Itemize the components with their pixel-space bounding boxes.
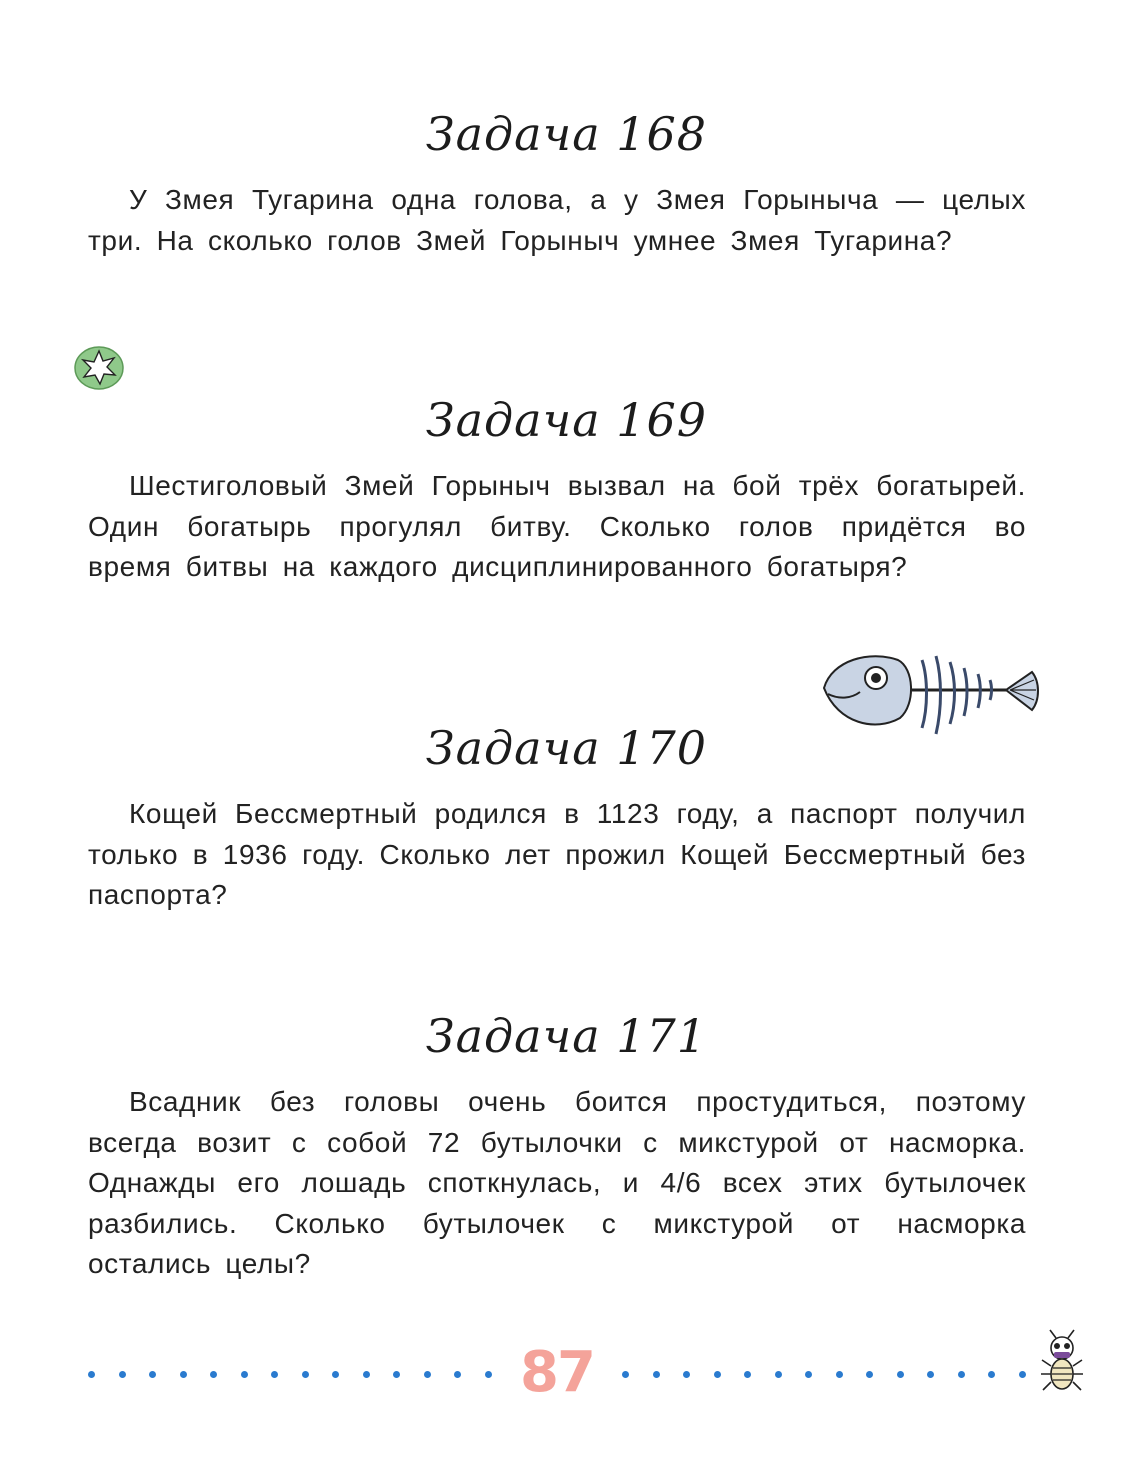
footer-dot [683,1371,690,1378]
footer-dot [180,1371,187,1378]
footer-dot [714,1371,721,1378]
footer-dot [622,1371,629,1378]
footer-dot [927,1371,934,1378]
task-168-text: У Змея Тугарина одна голова, а у Змея Горыныча — целых три. На сколько голов Змей Горыныч умнее Змея Тугарина? [88,184,1026,256]
footer-dot [119,1371,126,1378]
footer-dot [149,1371,156,1378]
footer-dot [653,1371,660,1378]
star-sticker-icon [73,345,125,391]
footer-dot [897,1371,904,1378]
footer-dot [485,1371,492,1378]
footer-dot [393,1371,400,1378]
footer-dot [88,1371,95,1378]
page-footer [80,1340,1080,1405]
footer-dot [363,1371,370,1378]
footer-dot [836,1371,843,1378]
task-171-title: Задача 171 [425,1009,708,1063]
footer-dot [805,1371,812,1378]
task-169-title: Задача 169 [425,393,708,447]
footer-dot [302,1371,309,1378]
footer-dot [332,1371,339,1378]
footer-dot [775,1371,782,1378]
task-168-title: Задача 168 [425,107,708,161]
footer-dot [241,1371,248,1378]
footer-dot [988,1371,995,1378]
footer-dot [454,1371,461,1378]
footer-dot [210,1371,217,1378]
task-170-text: Кощей Бессмертный родился в 1123 году, а паспорт получил только в 1936 году. Сколько лет прожил Кощей Бессмертный без паспорта? [88,798,1026,910]
footer-dot [271,1371,278,1378]
task-171-text: Всадник без головы очень боится простудиться, поэтому всегда возит с собой 72 бутылочки с микстурой от насморка. Однажды его лошадь споткнулась, и 4/6 всех этих бутылочек разбились. Сколько бутылочек с микстурой от насморка остались целы? [88,1086,1026,1279]
footer-dot [424,1371,431,1378]
task-170-title: Задача 170 [425,721,708,775]
footer-dot [744,1371,751,1378]
bug-character-icon [1038,1328,1086,1400]
page-number: 87 [520,1340,594,1405]
footer-dots-left [88,1367,492,1381]
footer-dot [866,1371,873,1378]
footer-dot [958,1371,965,1378]
footer-dot [1019,1371,1026,1378]
task-169-text: Шестиголовый Змей Горыныч вызвал на бой трёх богатырей. Один богатырь прогулял битву. Сколько голов придётся во время битвы на каждого дисциплинированного богатыря? [88,470,1026,582]
footer-dots-right [622,1367,1026,1381]
